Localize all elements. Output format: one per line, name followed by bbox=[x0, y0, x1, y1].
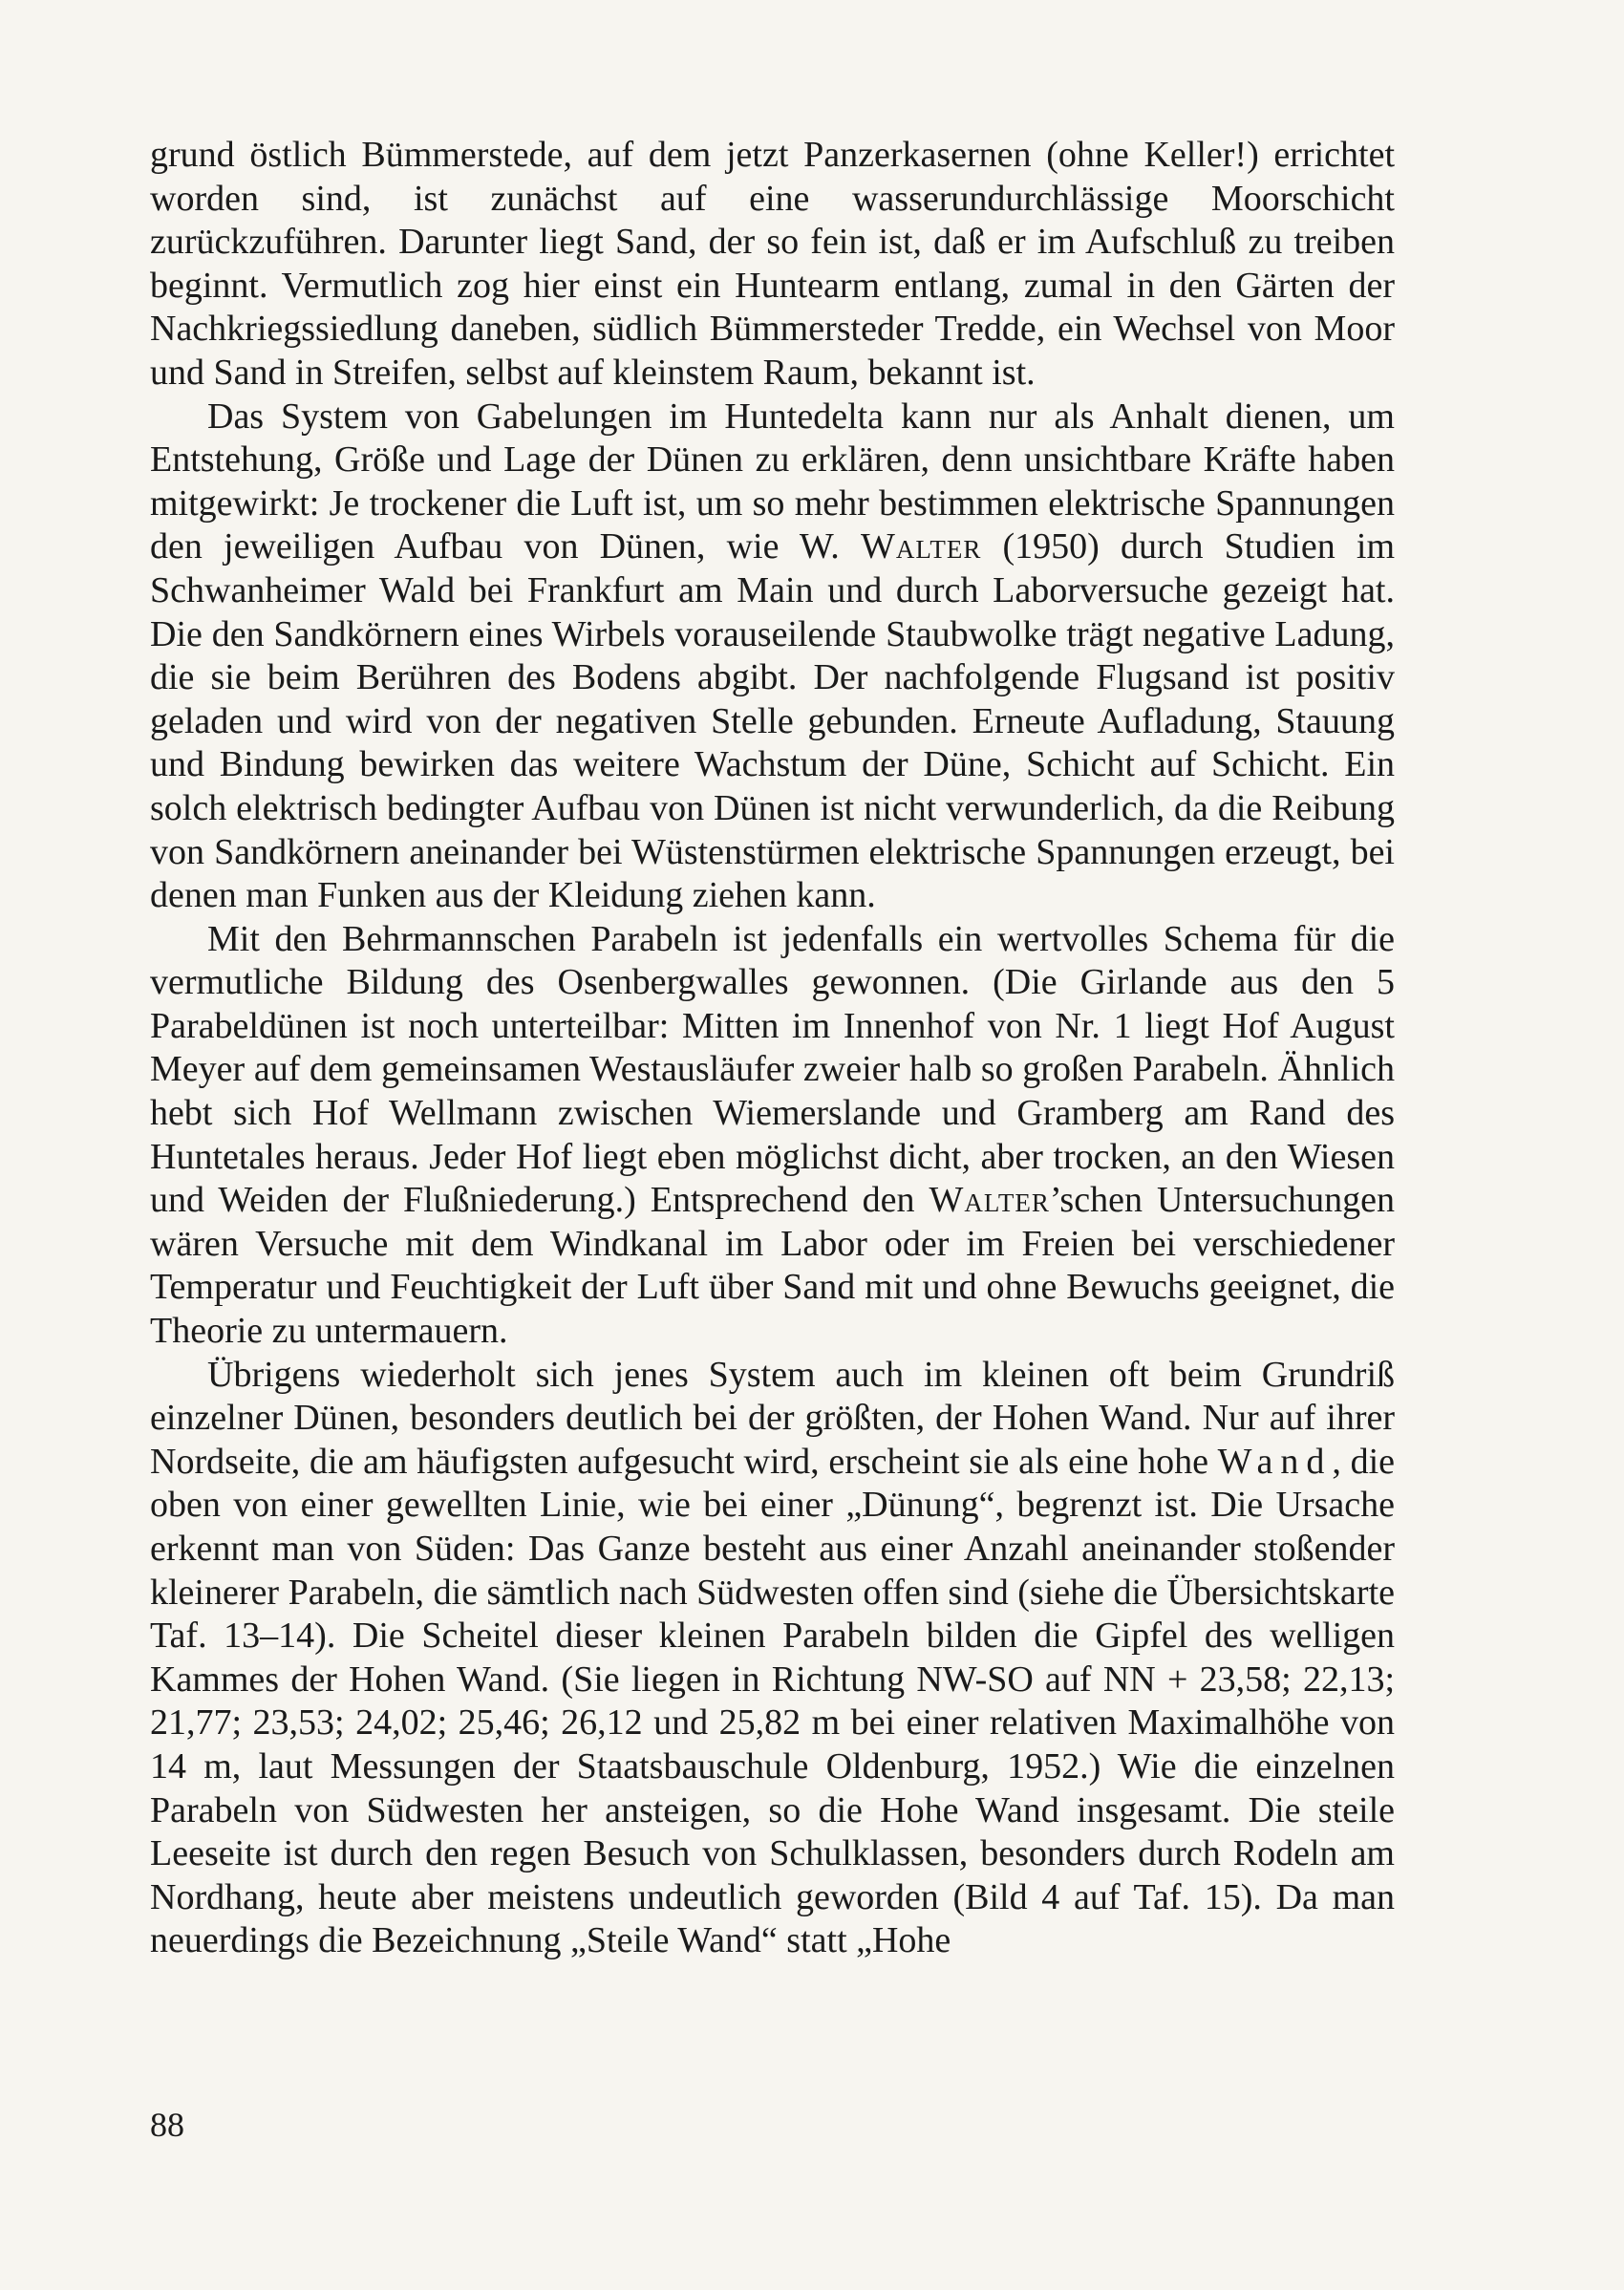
paragraph-4 bbox=[150, 1354, 1395, 1963]
paragraph-4-text-after: , die oben von einer gewellten Linie, wie bei einer „Dünung“, begrenzt ist. Die Ursache erkennt man von Süden: Das Ganze besteht aus einer Anzahl aneinander stoßender kleinerer Parabeln, die sämtlich nach Südwesten offen sind (siehe die Übersichtskarte Taf. 13–14). Die Scheitel dieser kleinen Parabeln bilden die Gipfel des welligen Kammes der Hohen Wand. (Sie liegen in Richtung NW-SO auf NN + 23,58; 22,13; 21,77; 23,53; 24,02; 25,46; 26,12 und 25,82 m bei einer relativen Maximalhöhe von 14 m, laut Messungen der Staatsbauschule Oldenburg, 1952.) Wie die einzelnen Parabeln von Südwesten her ansteigen, so die Hohe Wand insgesamt. Die steile Leeseite ist durch den regen Besuch von Schulklassen, besonders durch Rodeln am Nordhang, heute aber meistens undeutlich geworden (Bild 4 auf Taf. 15). Da man neuerdings die Bezeichnung „Steile Wand“ statt „Hohe bbox=[150, 1441, 1396, 1961]
paragraph-3-text-after: ’schen Untersuchungen wären Versuche mit dem Windkanal im Labor oder im Freien bei verschiedener Temperatur und Feuchtigkeit der Luft über Sand mit und ohne Bewuchs geeignet, die Theorie zu untermauern. bbox=[150, 1180, 1396, 1352]
paragraph-1 bbox=[150, 134, 1395, 396]
paragraph-2 bbox=[150, 396, 1395, 918]
page-body bbox=[150, 134, 1395, 1963]
spaced-word-wand: Wand bbox=[1217, 1441, 1333, 1482]
author-name-walter: Walter bbox=[860, 526, 982, 567]
paragraph-1-text: grund östlich Bümmerstede, auf dem jetzt Panzerkasernen (ohne Keller!) errichtet worden sind, ist zunächst auf eine wasserundurchlässige Moorschicht zurückzuführen. Darunter liegt Sand, der so fein ist, daß er im Aufschluß zu treiben beginnt. Vermutlich zog hier einst ein Huntearm entlang, zumal in den Gärten der Nachkriegssiedlung daneben, südlich Bümmersteder Tredde, ein Wechsel von Moor und Sand in Streifen, selbst auf kleinstem Raum, bekannt ist. bbox=[150, 135, 1395, 393]
paragraph-2-text-before: Das System von Gabelungen im Huntedelta kann nur als Anhalt dienen, um Entstehung, Größe und Lage der Dünen zu erklären, denn unsichtbare Kräfte haben mitgewirkt: Je trockener die Luft ist, um so mehr bestimmen elektrische Spannungen den jeweiligen Aufbau von Dünen, wie W. bbox=[150, 396, 1395, 567]
page-number: 88 bbox=[150, 2106, 184, 2144]
paragraph-3 bbox=[150, 918, 1395, 1354]
author-name-walter: Walter bbox=[929, 1180, 1050, 1221]
paragraph-2-text-after: (1950) durch Studien im Schwanheimer Wald bei Frankfurt am Main und durch Laborversuche gezeigt hat. Die den Sandkörnern eines Wirbels vorauseilende Staubwolke trägt negative Ladung, die sie beim Berühren des Bodens abgibt. Der nachfolgende Flugsand ist positiv geladen und wird von der negativen Stelle gebunden. Erneute Aufladung, Stauung und Bindung bewirken das weitere Wachstum der Düne, Schicht auf Schicht. Ein solch elektrisch bedingter Aufbau von Dünen ist nicht verwunderlich, da die Reibung von Sandkörnern aneinander bei Wüstenstürmen elektrische Spannungen erzeugt, bei denen man Funken aus der Kleidung ziehen kann. bbox=[150, 526, 1396, 916]
paragraph-4-text-before: Übrigens wiederholt sich jenes System auch im kleinen oft beim Grundriß einzelner Dünen, besonders deutlich bei der größten, der Hohen Wand. Nur auf ihrer Nordseite, die am häufigsten aufgesucht wird, erscheint sie als eine hohe bbox=[150, 1354, 1395, 1482]
paragraph-3-text-before: Mit den Behrmannschen Parabeln ist jedenfalls ein wertvolles Schema für die vermutliche Bildung des Osenbergwalles gewonnen. (Die Girlande aus den 5 Parabeldünen ist noch unterteilbar: Mitten im Innenhof von Nr. 1 liegt Hof August Meyer auf dem gemeinsamen Westausläufer zweier halb so großen Parabeln. Ähnlich hebt sich Hof Wellmann zwischen Wiemerslande und Gramberg am Rand des Huntetales heraus. Jeder Hof liegt eben möglichst dicht, aber trocken, an den Wiesen und Weiden der Flußniederung.) Entsprechend den bbox=[150, 918, 1395, 1221]
